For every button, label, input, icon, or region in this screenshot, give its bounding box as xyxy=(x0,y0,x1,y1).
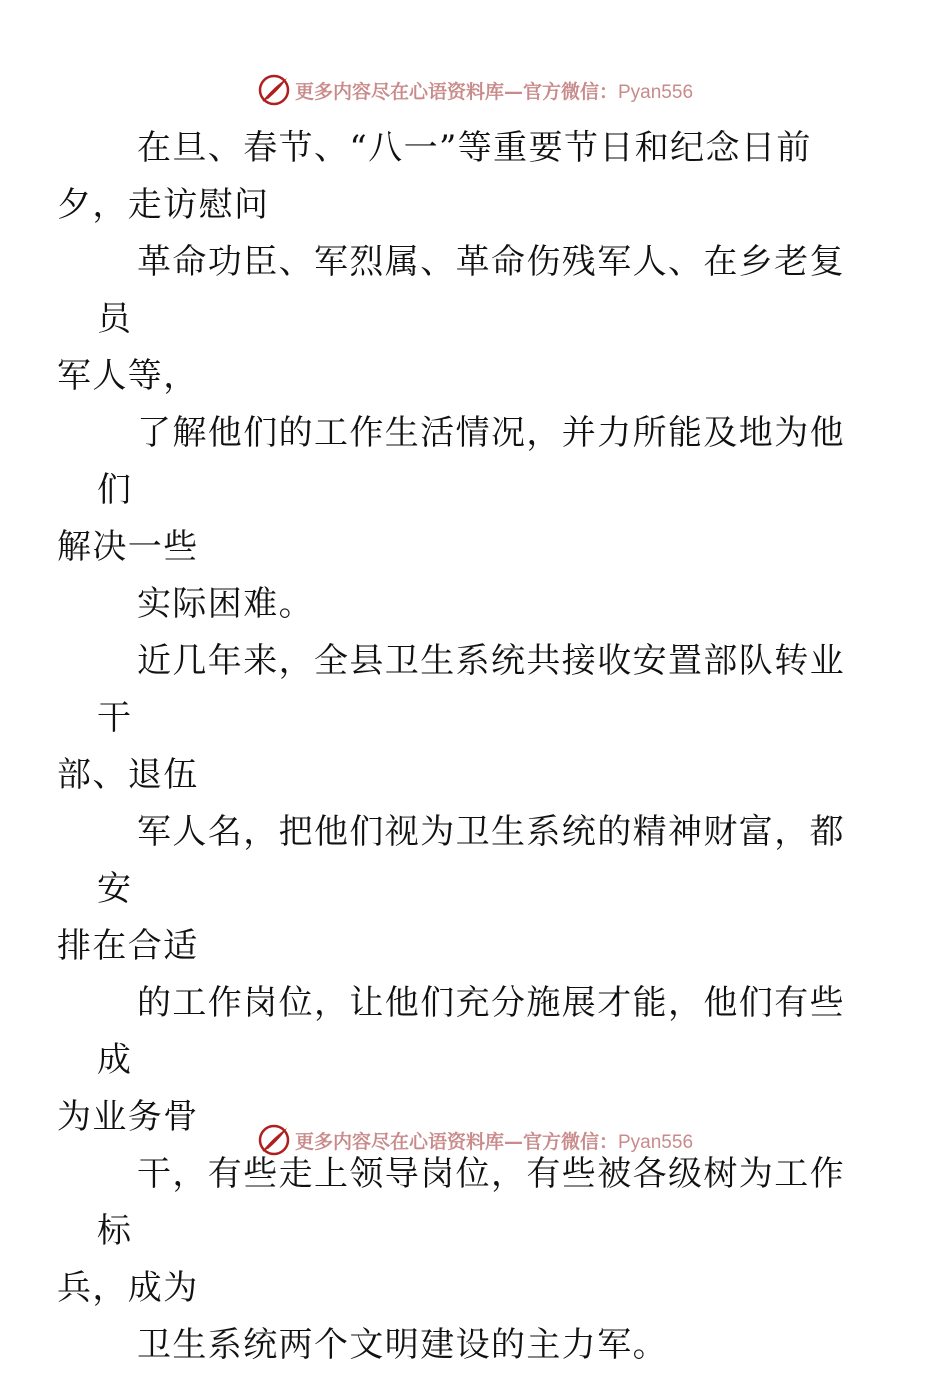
line: 近几年来，全县卫生系统共接收安置部队转业干 xyxy=(97,641,845,738)
line: 军人等， xyxy=(57,356,199,396)
header-text xyxy=(295,77,693,104)
line: 夕，走访慰问 xyxy=(57,185,270,225)
header-slogan: 更多内容尽在心语资料库 xyxy=(294,80,504,103)
red-quill-logo-icon xyxy=(257,1123,291,1157)
footer-dash: — xyxy=(503,1130,523,1153)
line: 解决一些 xyxy=(57,527,199,567)
paragraph xyxy=(57,234,857,405)
line: 兵，成为 xyxy=(57,1268,199,1308)
line: 为业务骨 xyxy=(57,1097,199,1137)
line: 了解他们的工作生活情况，并力所能及地为他们 xyxy=(97,413,845,510)
paragraph xyxy=(57,633,857,804)
header-wechat-label: 官方微信： xyxy=(522,80,618,103)
footer-banner xyxy=(0,1120,950,1160)
paragraph xyxy=(57,1146,857,1317)
document-body xyxy=(57,120,857,1374)
line: 军人名，把他们视为卫生系统的精神财富，都安 xyxy=(97,812,845,909)
line: 在旦、春节、“八一”等重要节日和纪念日前 xyxy=(137,128,812,168)
line: 卫生系统两个文明建设的主力军。 xyxy=(137,1325,668,1365)
header-dash: — xyxy=(503,80,523,103)
line: 实际困难。 xyxy=(137,584,314,624)
paragraph xyxy=(97,1317,857,1374)
paragraph xyxy=(97,576,857,633)
line: 的工作岗位，让他们充分施展才能，他们有些成 xyxy=(97,983,845,1080)
footer-slogan: 更多内容尽在心语资料库 xyxy=(294,1130,504,1153)
line: 排在合适 xyxy=(57,926,199,966)
footer-wechat-label: 官方微信： xyxy=(522,1130,618,1153)
paragraph xyxy=(57,120,857,234)
header-wechat-id: Pyan556 xyxy=(618,81,694,103)
footer-text xyxy=(295,1127,693,1154)
line: 部、退伍 xyxy=(57,755,199,795)
line: 革命功臣、军烈属、革命伤残军人、在乡老复员 xyxy=(97,242,845,339)
red-quill-logo-icon xyxy=(257,73,291,107)
paragraph xyxy=(57,804,857,975)
footer-wechat-id: Pyan556 xyxy=(618,1131,694,1153)
line: 干，有些走上领导岗位，有些被各级树为工作标 xyxy=(97,1154,845,1251)
paragraph xyxy=(57,405,857,576)
header-banner xyxy=(0,70,950,110)
